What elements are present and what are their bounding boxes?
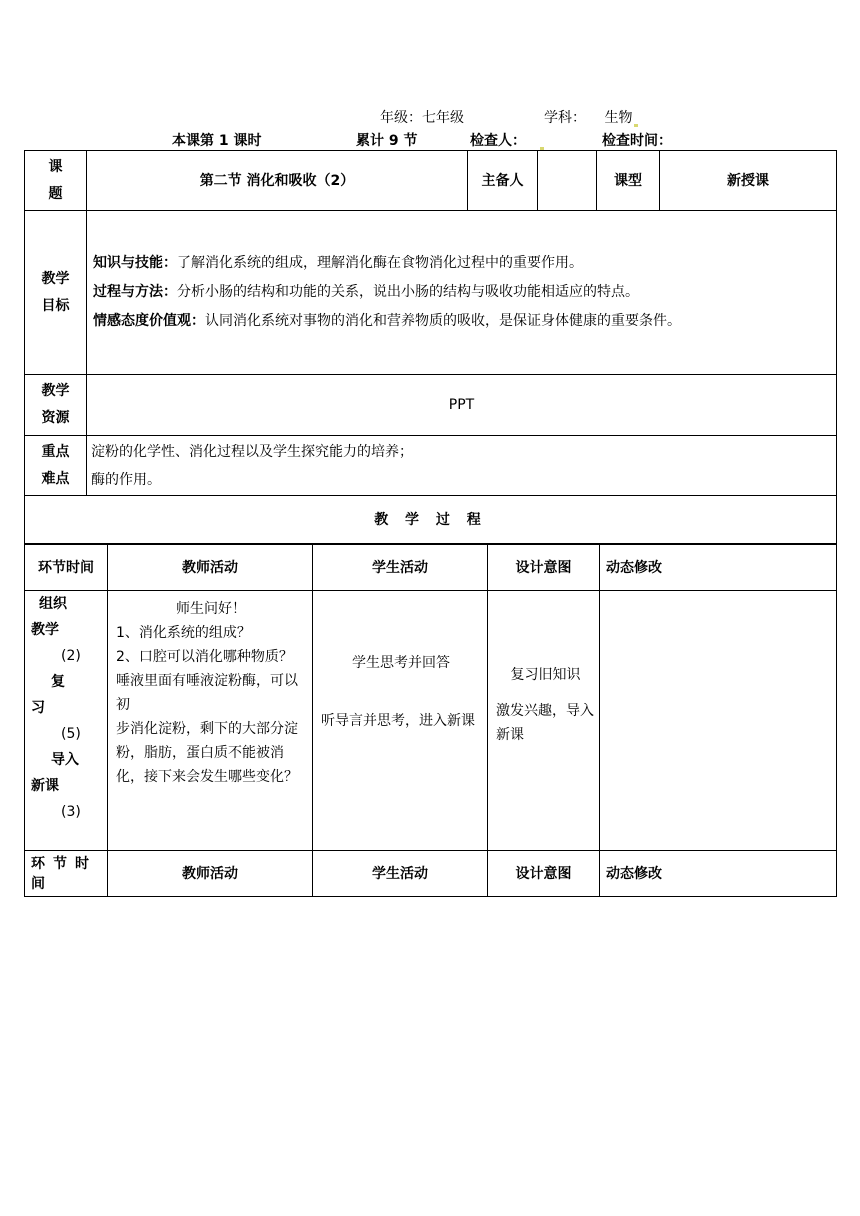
- header-student: 学生活动: [313, 545, 488, 591]
- header-teacher: 教师活动: [108, 545, 313, 591]
- resources-label: 教学资源: [25, 375, 87, 436]
- objectives-cell: [87, 211, 837, 375]
- process-table: [24, 544, 837, 897]
- header-stage-time: 环节时间: [25, 545, 108, 591]
- objective-knowledge: 知识与技能：了解消化系统的组成，理解消化酶在食物消化过程中的重要作用。: [93, 255, 583, 271]
- header-intent-2: 设计意图: [488, 851, 600, 897]
- header-modify-2: 动态修改: [600, 851, 837, 897]
- stage-line: 导入: [51, 752, 79, 768]
- topic-value: 第二节 消化和吸收（2）: [87, 151, 468, 211]
- edit-mark: [634, 124, 638, 127]
- header-teacher-2: 教师活动: [108, 851, 313, 897]
- grade-label: [380, 107, 464, 127]
- stage-line: 教学: [31, 622, 59, 638]
- intent-line: 复习旧知识: [510, 667, 581, 683]
- stage-line: (3): [61, 804, 81, 820]
- grade-text: 年级：七年级: [380, 110, 464, 126]
- lesson-number: [172, 130, 262, 150]
- stage-line: (2): [61, 648, 81, 664]
- teacher-line: 唾液里面有唾液淀粉酶，可以初: [116, 673, 298, 713]
- subject-value: 生物: [604, 110, 633, 126]
- checker-text: 检查人：: [470, 133, 526, 149]
- dynamic-modify: [600, 591, 837, 851]
- stage-cell: [25, 591, 108, 851]
- intent-line: 激发兴趣，导入新课: [496, 703, 594, 743]
- stage-line: 新课: [31, 778, 59, 794]
- objective-process: 过程与方法：分析小肠的结构和功能的关系，说出小肠的结构与吸收功能相适应的特点。: [93, 284, 639, 300]
- keypoint-item: 淀粉的化学性、消化过程以及学生探究能力的培养；: [91, 443, 413, 460]
- student-line: 听导言并思考，进入新课: [321, 713, 475, 729]
- stage-line: 复: [51, 674, 65, 690]
- topic-label: 课题: [25, 151, 87, 211]
- objective-attitude: 情感态度价值观：认同消化系统对事物的消化和营养物质的吸收，是保证身体健康的重要条件。: [93, 313, 681, 329]
- teacher-line: 师生问好！: [176, 601, 246, 617]
- preparer-value: [538, 151, 597, 211]
- teacher-line: 1、消化系统的组成？: [116, 625, 251, 641]
- keypoint-item: 酶的作用。: [91, 471, 161, 488]
- header-modify: 动态修改: [600, 545, 837, 591]
- teacher-line: 2、口腔可以消化哪种物质？: [116, 649, 293, 665]
- type-value: 新授课: [660, 151, 837, 211]
- check-time-label: [602, 130, 672, 150]
- header-intent: 设计意图: [488, 545, 600, 591]
- keypoints-cell: [87, 436, 837, 496]
- header-student-2: 学生活动: [313, 851, 488, 897]
- process-title: 教 学 过 程: [25, 496, 837, 544]
- type-label: 课型: [597, 151, 660, 211]
- subject-label: [544, 107, 638, 127]
- check-time-text: 检查时间：: [602, 133, 672, 149]
- student-line: 学生思考并回答: [352, 655, 450, 671]
- student-activity: [313, 591, 488, 851]
- keypoints-label: 重点难点: [25, 436, 87, 496]
- resources-value: PPT: [87, 375, 837, 436]
- header-stage-time-2: 环节时间: [25, 851, 108, 897]
- lesson-info-table: [24, 150, 837, 544]
- stage-line: 组织: [39, 596, 67, 612]
- objectives-label: 教学目标: [25, 211, 87, 375]
- lesson-text: 本课第 1 课时: [172, 133, 262, 149]
- stage-line: (5): [61, 726, 81, 742]
- preparer-label: 主备人: [468, 151, 538, 211]
- stage-line: 习: [31, 700, 45, 716]
- total-lessons: [356, 130, 418, 150]
- teacher-line: 步消化淀粉，剩下的大部分淀粉，脂肪，蛋白质不能被消化，接下来会发生哪些变化？: [116, 721, 298, 785]
- design-intent: [488, 591, 600, 851]
- total-text: 累计 9 节: [356, 133, 418, 149]
- subject-label-text: 学科：: [544, 110, 586, 126]
- checker-label: [470, 130, 544, 150]
- teacher-activity: [108, 591, 313, 851]
